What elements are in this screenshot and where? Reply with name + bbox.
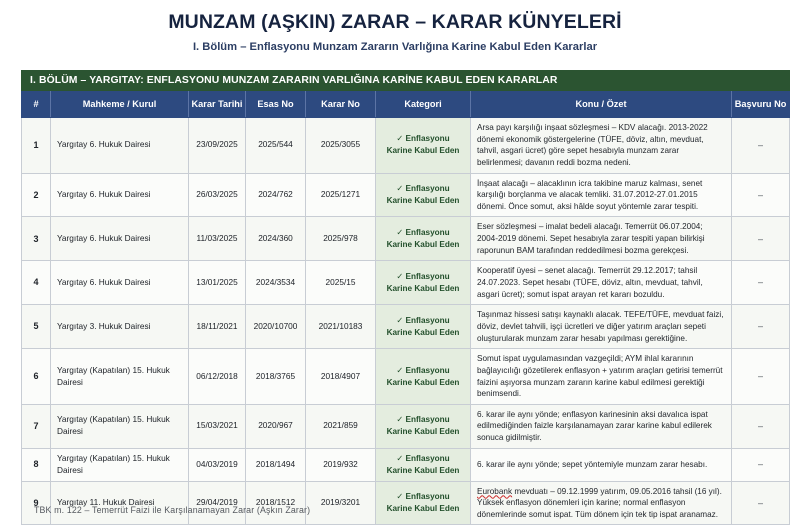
cell-application-no: – — [732, 305, 790, 349]
cell-application-no: – — [732, 261, 790, 305]
category-label: Karine Kabul Eden — [386, 503, 460, 513]
cell-application-no: – — [732, 173, 790, 217]
table-row[interactable] — [22, 404, 790, 448]
table-head — [22, 71, 790, 118]
cell-case-no: 2018/1512 — [246, 481, 306, 525]
cell-application-no: – — [732, 349, 790, 405]
cell-date: 23/09/2025 — [189, 118, 246, 174]
category-label: Karine Kabul Eden — [386, 283, 460, 293]
cell-category[interactable] — [376, 404, 471, 448]
table-row[interactable] — [22, 261, 790, 305]
table-row[interactable] — [22, 118, 790, 174]
cell-case-no: 2020/10700 — [246, 305, 306, 349]
category-badge: ✓ Enflasyonu — [396, 134, 450, 144]
category-label: Karine Kabul Eden — [386, 146, 460, 156]
cell-court: Yargıtay 6. Hukuk Dairesi — [51, 173, 189, 217]
cell-case-no: 2024/762 — [246, 173, 306, 217]
col-header-index[interactable]: # — [22, 91, 51, 118]
table-row[interactable] — [22, 305, 790, 349]
table-body — [22, 118, 790, 525]
cell-date: 13/01/2025 — [189, 261, 246, 305]
category-badge: ✓ Enflasyonu — [396, 415, 450, 425]
table-row[interactable] — [22, 173, 790, 217]
cell-decision-no: 2025/978 — [306, 217, 376, 261]
cell-court: Yargıtay 6. Hukuk Dairesi — [51, 261, 189, 305]
category-label: Karine Kabul Eden — [386, 465, 460, 475]
col-header-subject[interactable]: Konu / Özet — [471, 91, 732, 118]
cell-decision-no: 2025/15 — [306, 261, 376, 305]
cell-index: 6 — [22, 349, 51, 405]
category-label: Karine Kabul Eden — [386, 427, 460, 437]
category-badge: ✓ Enflasyonu — [396, 453, 450, 463]
category-badge: ✓ Enflasyonu — [396, 492, 450, 502]
category-label: Karine Kabul Eden — [386, 377, 460, 387]
cell-subject: İnşaat alacağı – alacaklının icra takibine maruz kalması, senet karşılığı borçlanma ve alacak temliki. 31.07.2012-27.01.2015 dönemi. Önce somut, aksi hâlde soyut yöntemle zarar tespiti. — [471, 173, 732, 217]
table-row[interactable] — [22, 217, 790, 261]
col-header-category[interactable]: Kategori — [376, 91, 471, 118]
decision-table — [21, 70, 790, 525]
cell-decision-no: 2019/932 — [306, 448, 376, 481]
column-header-row — [22, 91, 790, 118]
section-title: I. BÖLÜM – YARGITAY: ENFLASYONU MUNZAM ZARARIN VARLIĞINA KARİNE KABUL EDEN KARARLAR — [22, 71, 790, 91]
page-title: MUNZAM (AŞKIN) ZARAR – KARAR KÜNYELERİ — [168, 11, 622, 33]
cell-category[interactable] — [376, 305, 471, 349]
cell-subject: Eurobank mevduatı – 09.12.1999 yatırım, 09.05.2016 tahsil (16 yıl). Yüksek enflasyon dönemleri için karine; normal enflasyon dönemlerinde somut ispat. Tüm dönem için tek tip ispat aranamaz. — [471, 481, 732, 525]
cell-application-no: – — [732, 404, 790, 448]
category-label: Karine Kabul Eden — [386, 327, 460, 337]
cell-date: 11/03/2025 — [189, 217, 246, 261]
cell-case-no: 2024/360 — [246, 217, 306, 261]
cell-index: 5 — [22, 305, 51, 349]
category-badge: ✓ Enflasyonu — [396, 184, 450, 194]
category-badge: ✓ Enflasyonu — [396, 271, 450, 281]
cell-subject: Taşınmaz hissesi satışı kaynaklı alacak. TEFE/TÜFE, mevduat faizi, döviz, devlet tahvili, işçi ücretleri ve diğer yatırım araçları sepeti oluşturularak munzam zarar hesabı yapılması gerektiğine. — [471, 305, 732, 349]
cell-index: 2 — [22, 173, 51, 217]
cell-court: Yargıtay 6. Hukuk Dairesi — [51, 118, 189, 174]
decision-table-container — [21, 70, 789, 525]
cell-category[interactable] — [376, 118, 471, 174]
cell-index: 7 — [22, 404, 51, 448]
category-label: Karine Kabul Eden — [386, 239, 460, 249]
cell-date: 15/03/2021 — [189, 404, 246, 448]
cell-index: 4 — [22, 261, 51, 305]
cell-index: 8 — [22, 448, 51, 481]
cell-application-no: – — [732, 217, 790, 261]
cell-decision-no: 2021/859 — [306, 404, 376, 448]
cell-category[interactable] — [376, 349, 471, 405]
cell-application-no: – — [732, 448, 790, 481]
cell-decision-no: 2019/3201 — [306, 481, 376, 525]
col-header-application-no[interactable]: Başvuru No — [732, 91, 790, 118]
cell-case-no: 2025/544 — [246, 118, 306, 174]
cell-subject: Eser sözleşmesi – imalat bedeli alacağı. Temerrüt 06.07.2004; 2004-2019 dönemi. Sepet hesabıyla zarar tespiti yapan bilirkişi raporunun BAM tarafından reddedilmesi bozma gerekçesi. — [471, 217, 732, 261]
cell-decision-no: 2025/1271 — [306, 173, 376, 217]
category-label: Karine Kabul Eden — [386, 196, 460, 206]
cell-court: Yargıtay 6. Hukuk Dairesi — [51, 217, 189, 261]
table-row[interactable] — [22, 349, 790, 405]
cell-date: 06/12/2018 — [189, 349, 246, 405]
section-band-row — [22, 71, 790, 91]
table-row[interactable] — [22, 448, 790, 481]
cell-case-no: 2020/967 — [246, 404, 306, 448]
footer-note: TBK m. 122 – Temerrüt Faizi ile Karşılanamayan Zarar (Aşkın Zarar) — [34, 505, 311, 515]
cell-application-no: – — [732, 481, 790, 525]
col-header-date[interactable]: Karar Tarihi — [189, 91, 246, 118]
table-row[interactable] — [22, 481, 790, 525]
category-badge: ✓ Enflasyonu — [396, 315, 450, 325]
cell-decision-no: 2021/10183 — [306, 305, 376, 349]
cell-subject: Somut ispat uygulamasından vazgeçildi; AYM ihlal kararının bağlayıcılığı gözetilerek enflasyon + yatırım araçları getirisi temerrüt faizini aşıyorsa munzam zararın karine kabul edilmesi gerektiği benimsendi. — [471, 349, 732, 405]
cell-subject: 6. karar ile aynı yönde; enflasyon karinesinin aksi davalıca ispat edilmediğinden faizle karşılanamayan zarar karine kabul edilerek sonuca gidilmiştir. — [471, 404, 732, 448]
cell-date: 26/03/2025 — [189, 173, 246, 217]
page-subtitle: I. Bölüm – Enflasyonu Munzam Zararın Varlığına Karine Kabul Eden Kararlar — [192, 41, 598, 54]
cell-date: 04/03/2019 — [189, 448, 246, 481]
cell-category[interactable] — [376, 448, 471, 481]
cell-category[interactable] — [376, 261, 471, 305]
cell-category[interactable] — [376, 173, 471, 217]
cell-court: Yargıtay (Kapatılan) 15. Hukuk Dairesi — [51, 448, 189, 481]
cell-category[interactable] — [376, 481, 471, 525]
cell-case-no: 2018/1494 — [246, 448, 306, 481]
cell-subject: 6. karar ile aynı yönde; sepet yöntemiyle munzam zarar hesabı. — [471, 448, 732, 481]
cell-court: Yargıtay (Kapatılan) 15. Hukuk Dairesi — [51, 349, 189, 405]
col-header-court[interactable]: Mahkeme / Kurul — [51, 91, 189, 118]
cell-application-no: – — [732, 118, 790, 174]
cell-index: 1 — [22, 118, 51, 174]
spellcheck-flagged-word: Eurobank — [477, 486, 513, 496]
col-header-case-no[interactable]: Esas No — [246, 91, 306, 118]
cell-index: 3 — [22, 217, 51, 261]
cell-category[interactable] — [376, 217, 471, 261]
cell-court: Yargıtay 11. Hukuk Dairesi — [51, 481, 189, 525]
cell-case-no: 2024/3534 — [246, 261, 306, 305]
cell-court: Yargıtay (Kapatılan) 15. Hukuk Dairesi — [51, 404, 189, 448]
cell-date: 29/04/2019 — [189, 481, 246, 525]
cell-subject: Arsa payı karşılığı inşaat sözleşmesi – KDV alacağı. 2013-2022 dönemi ekonomik göstergelerine (TÜFE, döviz, altın, mevduat, tahvil, asgari ücret) göre sepet hesabıyla munzam zarar belirlenmesi; davanın reddi bozma nedeni. — [471, 118, 732, 174]
cell-date: 18/11/2021 — [189, 305, 246, 349]
col-header-decision-no[interactable]: Karar No — [306, 91, 376, 118]
cell-decision-no: 2025/3055 — [306, 118, 376, 174]
category-badge: ✓ Enflasyonu — [396, 228, 450, 238]
cell-subject: Kooperatif üyesi – senet alacağı. Temerrüt 29.12.2017; tahsil 24.07.2023. Sepet hesabı (TÜFE, döviz, altın, mevduat, tahvil, asgari ücret); somut ispat arayan ret kararı bozuldu. — [471, 261, 732, 305]
cell-court: Yargıtay 3. Hukuk Dairesi — [51, 305, 189, 349]
cell-decision-no: 2018/4907 — [306, 349, 376, 405]
category-badge: ✓ Enflasyonu — [396, 365, 450, 375]
cell-index: 9 — [22, 481, 51, 525]
cell-case-no: 2018/3765 — [246, 349, 306, 405]
